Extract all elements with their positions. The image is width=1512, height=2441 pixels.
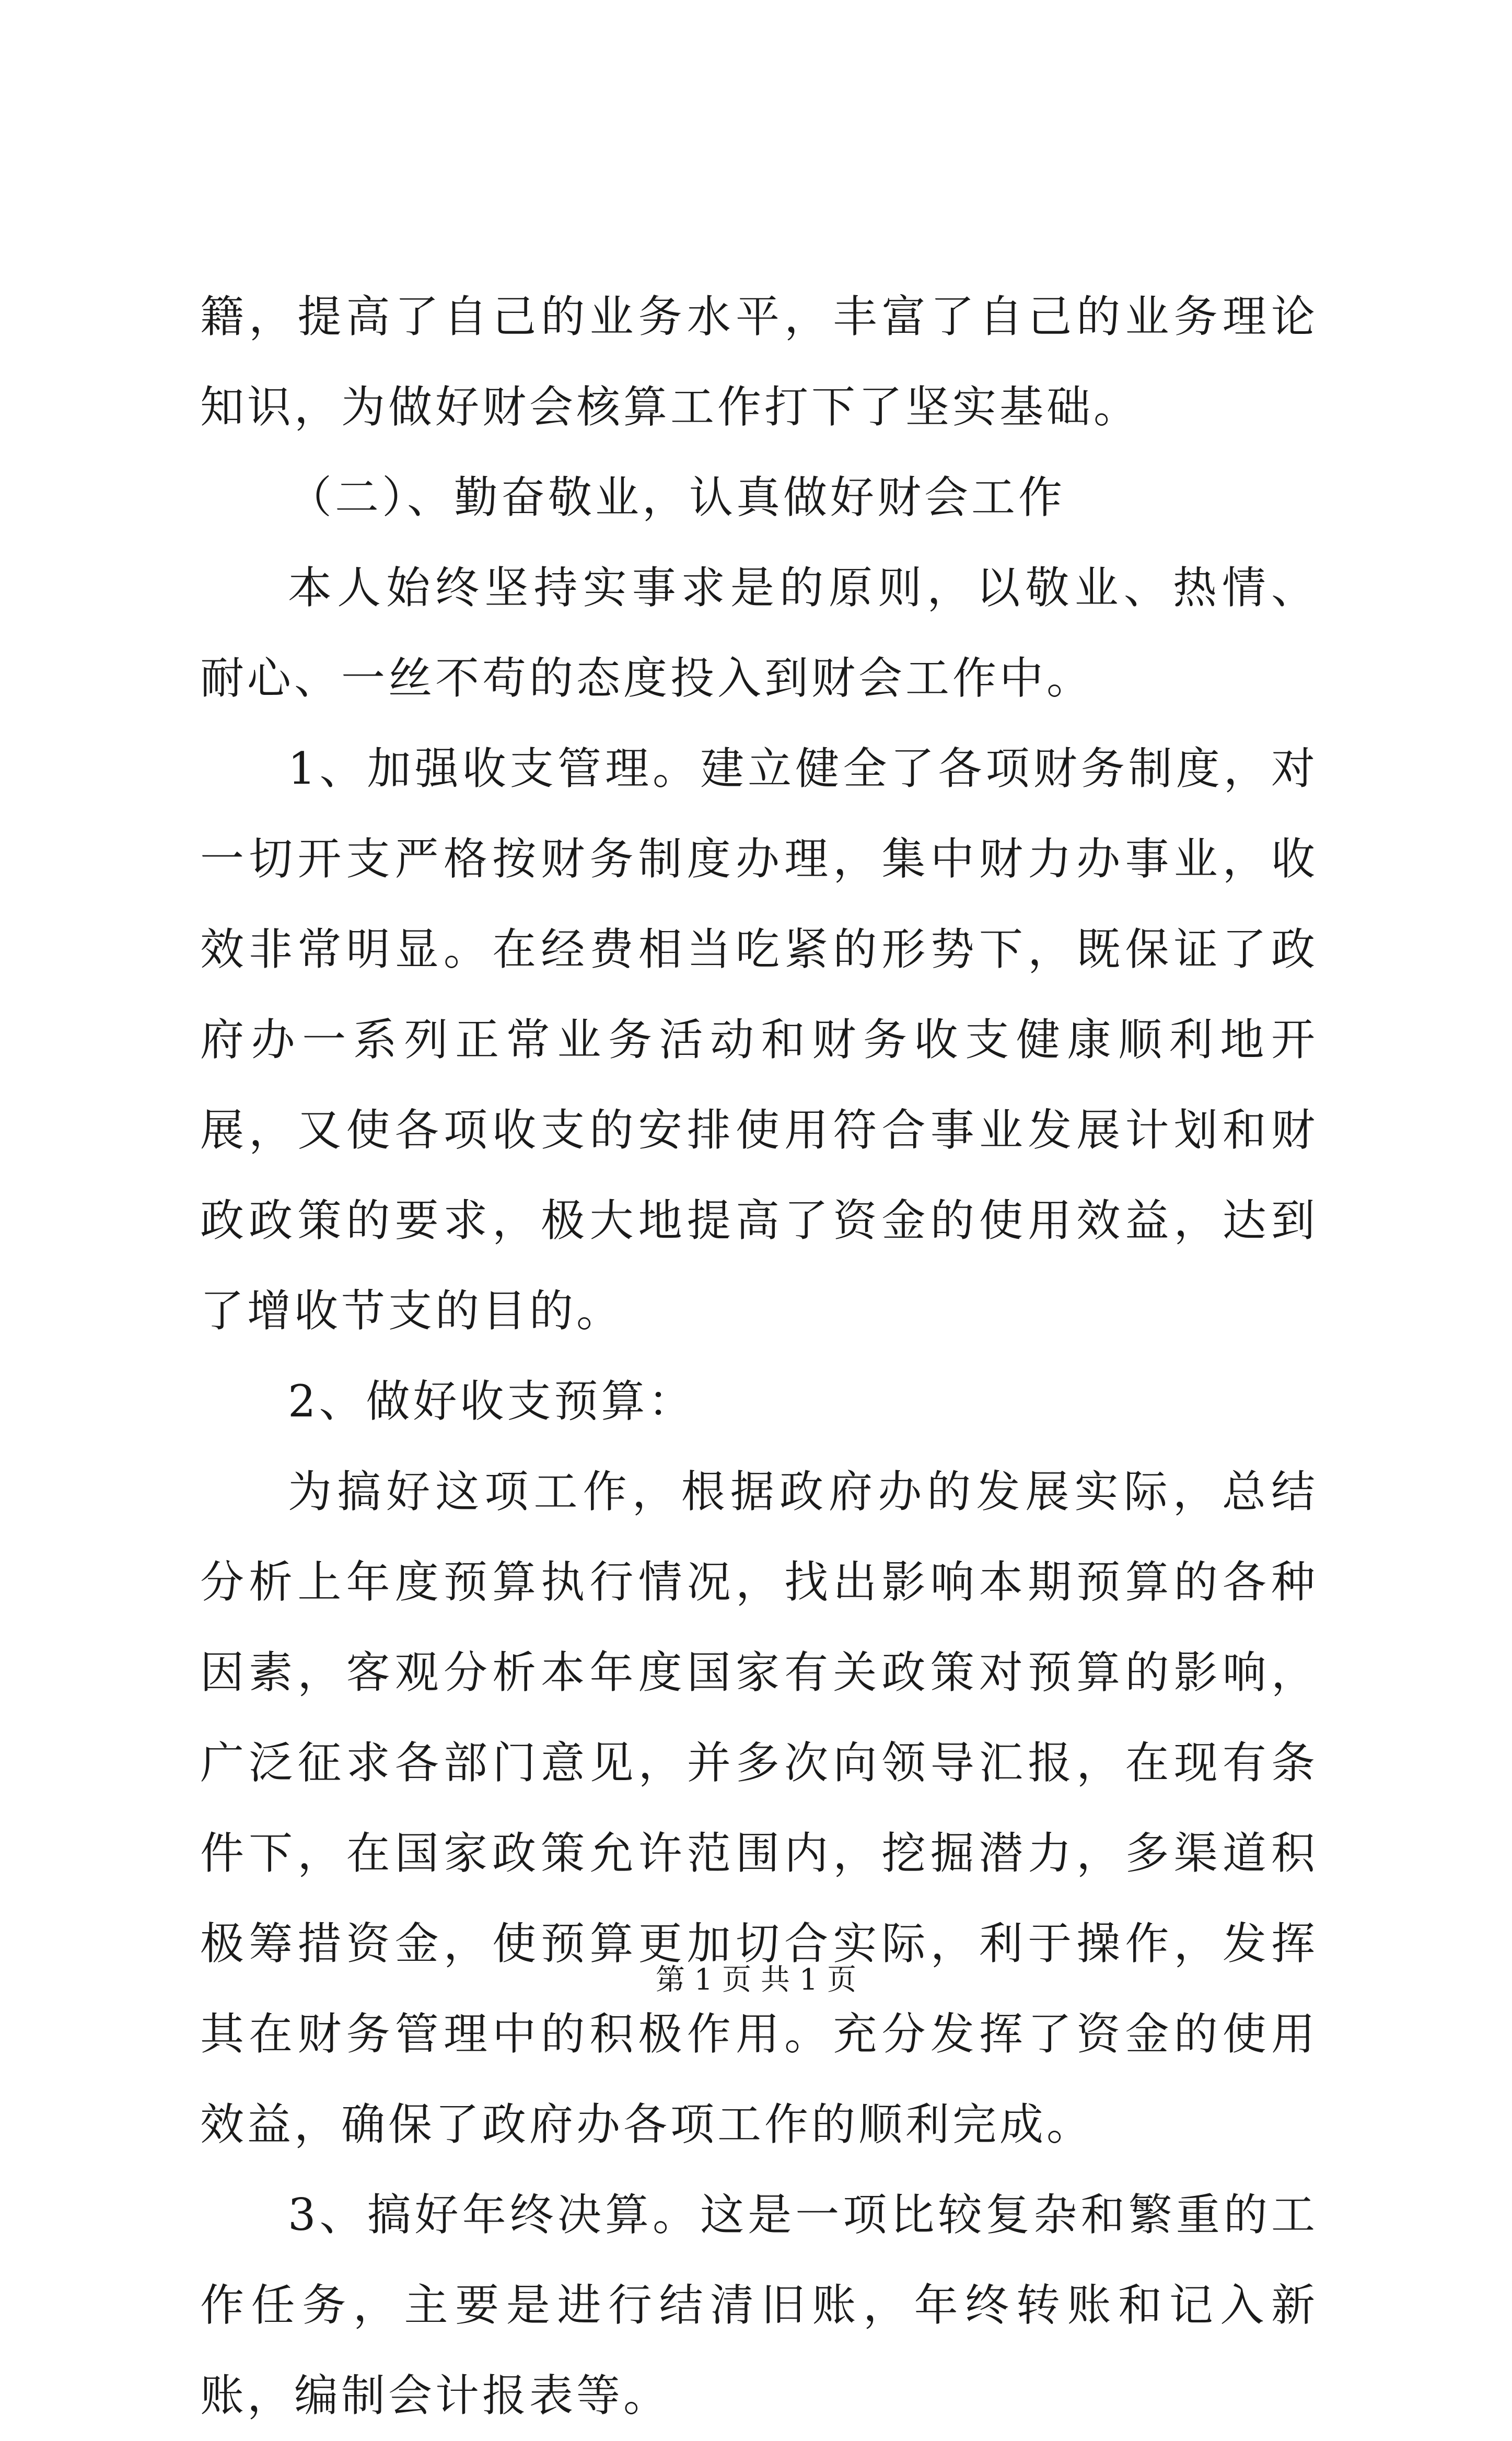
document-body xyxy=(200,272,1318,2441)
paragraph-item-2-body: 为搞好这项工作，根据政府办的发展实际，总结分析上年度预算执行情况，找出影响本期预算的各种因素，客观分析本年度国家有关政策对预算的影响，广泛征求各部门意见，并多次向领导汇报，在现有条件下，在国家政策允许范围内，挖掘潜力，多渠道积极筹措资金，使预算更加切合实际，利于操作，发挥其在财务管理中的积极作用。充分发挥了资金的使用效益，确保了政府办各项工作的顺利完成。 xyxy=(200,1466,1318,2150)
page-number-label: 第 1 页 共 1 页 xyxy=(655,1963,857,1997)
paragraph-item-1: 1、加强收支管理。建立健全了各项财务制度，对一切开支严格按财务制度办理，集中财力办事业，收效非常明显。在经费相当吃紧的形势下，既保证了政府办一系列正常业务活动和财务收支健康顺利地开展，又使各项收支的安排使用符合事业发展计划和财政政策的要求，极大地提高了资金的使用效益，达到了增收节支的目的。 xyxy=(200,743,1318,1336)
page-footer xyxy=(0,1962,1512,1998)
paragraph-item-3: 3、搞好年终决算。这是一项比较复杂和繁重的工作任务，主要是进行结清旧账，年终转账和记入新账，编制会计报表等。 xyxy=(200,2189,1318,2421)
section-heading: （二）、勤奋敬业，认真做好财会工作 xyxy=(288,472,1066,523)
paragraph-intro: 本人始终坚持实事求是的原则，以敬业、热情、耐心、一丝不苟的态度投入到财会工作中。 xyxy=(200,562,1318,704)
paragraph-continuation: 籍，提高了自己的业务水平，丰富了自己的业务理论知识，为做好财会核算工作打下了坚实基础。 xyxy=(200,291,1318,433)
paragraph-item-2-title: 2、做好收支预算： xyxy=(288,1376,695,1427)
